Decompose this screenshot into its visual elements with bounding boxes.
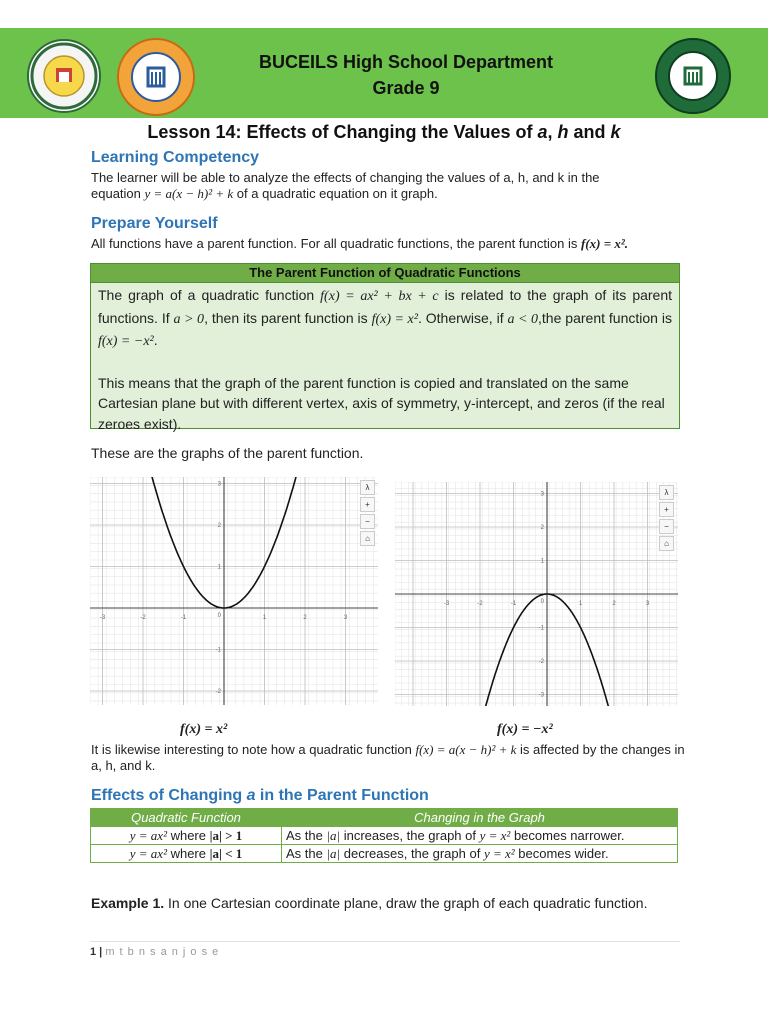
box-text-c: , then its parent function is bbox=[204, 309, 372, 326]
example-1 bbox=[91, 895, 691, 911]
graph-2-x-tick-label: -1 bbox=[510, 601, 517, 607]
parent-function-box bbox=[90, 263, 680, 432]
graph-2-zoom-out-button[interactable]: − bbox=[659, 519, 674, 534]
graph-1-x-tick-label: -3 bbox=[99, 615, 106, 621]
condition-a-negative: a < 0 bbox=[507, 311, 539, 327]
page-number: 1 bbox=[90, 946, 97, 958]
graph-1-x-tick-label: -2 bbox=[140, 615, 146, 621]
parent-function-paragraph-1 bbox=[98, 285, 672, 353]
parent-equation-negative: f(x) = −x² bbox=[98, 334, 154, 349]
effects-heading bbox=[91, 787, 429, 805]
quadratic-function-cell bbox=[91, 845, 282, 863]
graph-1-settings-button[interactable]: λ bbox=[360, 480, 375, 495]
parent-function-equation: f(x) = x². bbox=[580, 236, 628, 251]
graph-2-plot bbox=[395, 482, 678, 706]
column-header-quadratic-function: Quadratic Function bbox=[91, 809, 282, 827]
graph-1-y-tick-label: -2 bbox=[215, 689, 221, 695]
lesson-title-and: and bbox=[568, 122, 611, 142]
graph-1-x-tick-label: 3 bbox=[343, 615, 348, 621]
graph-change-cell bbox=[282, 827, 678, 845]
graph-1-x-tick-label: 1 bbox=[262, 615, 267, 621]
bicol-university-seal-logo bbox=[27, 39, 101, 113]
prepare-yourself-heading: Prepare Yourself bbox=[91, 215, 218, 232]
graph-2-y-tick-label: 1 bbox=[540, 558, 544, 565]
lesson-title-h: h bbox=[557, 122, 569, 142]
note-text-b: is affected by the changes in a, h, and k. bbox=[91, 742, 685, 773]
quadratic-function-cell bbox=[91, 827, 282, 845]
function-condition: |a| > 1 bbox=[209, 827, 243, 843]
note-equation: f(x) = a(x − h)² + k bbox=[415, 742, 517, 757]
box-text-b: is related to the graph of its parent functions. If bbox=[98, 287, 673, 326]
competency-text bbox=[91, 170, 681, 202]
parent-function-paragraph-2: This means that the graph of the parent function is copied and translated on the same Cartesian plane but with different vertex, axis of symmetry, y-intercept, and zeros (if the real zeroes exist). bbox=[98, 374, 665, 432]
effects-heading-post: in the Parent Function bbox=[255, 787, 429, 804]
graph-1-x-tick-label: 2 bbox=[303, 615, 307, 621]
box-text-f: . bbox=[153, 332, 158, 348]
condition-a-positive: a > 0 bbox=[173, 311, 205, 327]
integrated-laboratory-school-logo bbox=[655, 38, 731, 114]
lesson-title-comma: , bbox=[547, 122, 558, 142]
lesson-title-text: Lesson 14: Effects of Changing the Values of bbox=[147, 122, 538, 142]
graph-1-y-tick-label: 3 bbox=[217, 481, 221, 488]
prepare-text-body: All functions have a parent function. For all quadratic functions, the parent function is bbox=[91, 236, 581, 251]
standard-form-equation: f(x) = ax² + bx + c bbox=[320, 289, 439, 304]
graph-2-y-tick-label: -2 bbox=[538, 659, 544, 665]
graph-1-y-tick-label: 2 bbox=[217, 523, 221, 529]
lesson-title-k: k bbox=[610, 122, 621, 142]
change-pre: As the bbox=[286, 827, 327, 843]
page-footer bbox=[90, 946, 219, 958]
abs-a: |a| bbox=[326, 845, 341, 861]
graph-2-home-button[interactable]: ⌂ bbox=[659, 536, 674, 551]
effects-heading-pre: Effects of Changing bbox=[91, 787, 247, 804]
graph-2-zoom-in-button[interactable]: + bbox=[659, 502, 674, 517]
change-pre: As the bbox=[286, 845, 327, 861]
footer-separator: | bbox=[96, 946, 106, 958]
example-label: Example 1. bbox=[91, 895, 165, 911]
graph-2-settings-button[interactable]: λ bbox=[659, 485, 674, 500]
graph-1-origin-label: 0 bbox=[217, 613, 221, 619]
graph-1-zoom-out-button[interactable]: − bbox=[360, 514, 375, 529]
prepare-text bbox=[91, 236, 691, 252]
graph-2-x-tick-label: -3 bbox=[443, 601, 450, 607]
box-text-d: . Otherwise, if bbox=[417, 309, 508, 326]
graph-2-y-tick-label: 2 bbox=[540, 525, 544, 531]
graph-2-y-tick-label: 3 bbox=[540, 491, 544, 498]
example-text: In one Cartesian coordinate plane, draw the graph of each quadratic function. bbox=[164, 895, 648, 911]
graphs-intro: These are the graphs of the parent function. bbox=[91, 445, 364, 461]
graph-2-x-tick-label: 2 bbox=[612, 601, 616, 607]
where-text: where bbox=[166, 827, 210, 843]
parent-function-box-title: The Parent Function of Quadratic Functions bbox=[91, 264, 679, 283]
function-equation: y = ax² bbox=[129, 827, 167, 843]
abs-a: |a| bbox=[326, 827, 341, 843]
box-text-a: The graph of a quadratic function bbox=[98, 287, 321, 303]
college-of-education-logo bbox=[117, 38, 195, 116]
note-text-a: It is likewise interesting to note how a quadratic function bbox=[91, 742, 416, 757]
change-mid: increases, the graph of bbox=[340, 827, 480, 843]
box-text-e: ,the parent function is bbox=[538, 309, 672, 326]
note-text bbox=[91, 742, 686, 774]
graph-2-origin-label: 0 bbox=[540, 599, 544, 605]
change-mid: decreases, the graph of bbox=[340, 845, 484, 861]
competency-line-1: The learner will be able to analyze the effects of changing the values of a, h, and k in the bbox=[91, 170, 600, 185]
graph-1-plot bbox=[90, 477, 378, 705]
grade-title: Grade 9 bbox=[372, 78, 440, 98]
graph-2-x-tick-label: 3 bbox=[645, 601, 650, 607]
lesson-title bbox=[0, 122, 768, 143]
competency-line-2-post: of a quadratic equation on it graph. bbox=[233, 186, 438, 201]
function-equation: y = ax² bbox=[129, 845, 167, 861]
graph-2-y-tick-label: -3 bbox=[538, 692, 544, 699]
function-condition: |a| < 1 bbox=[209, 845, 243, 861]
change-post: becomes wider. bbox=[514, 845, 609, 861]
learning-competency-heading: Learning Competency bbox=[91, 149, 260, 166]
graph-change-cell bbox=[282, 845, 678, 863]
footer-author: m t b n s a n j o s e bbox=[105, 946, 220, 958]
footer-divider bbox=[90, 941, 680, 942]
vertex-form-equation: y = a(x − h)² + k bbox=[144, 186, 234, 201]
change-equation: y = x² bbox=[483, 845, 515, 861]
competency-line-2 bbox=[91, 186, 681, 202]
graph-1-background bbox=[90, 477, 378, 705]
parent-equation-positive: f(x) = x² bbox=[371, 311, 418, 327]
table-row bbox=[91, 845, 678, 863]
effects-heading-a: a bbox=[246, 787, 256, 804]
graph-1-y-tick-label: 1 bbox=[217, 564, 221, 571]
where-text: where bbox=[166, 845, 210, 861]
table-row bbox=[91, 827, 678, 845]
parent-function-box-body bbox=[91, 283, 679, 436]
graph-1-y-tick-label: -1 bbox=[215, 647, 221, 654]
header-banner bbox=[0, 28, 768, 118]
graph-parabola-up bbox=[90, 477, 378, 705]
effects-table-header bbox=[91, 809, 678, 827]
graph-1-caption: f(x) = x² bbox=[180, 722, 228, 737]
graph-1-zoom-in-button[interactable]: + bbox=[360, 497, 375, 512]
change-post: becomes narrower. bbox=[510, 827, 625, 843]
effects-table bbox=[90, 808, 678, 863]
graph-1-x-tick-label: -1 bbox=[180, 615, 187, 621]
graph-2-x-tick-label: -2 bbox=[477, 601, 483, 607]
change-equation: y = x² bbox=[479, 827, 511, 843]
lesson-title-a: a bbox=[537, 122, 548, 142]
graph-1-home-button[interactable]: ⌂ bbox=[360, 531, 375, 546]
graph-2-y-tick-label: -1 bbox=[538, 625, 544, 632]
graph-parabola-down bbox=[395, 482, 678, 706]
graph-2-x-tick-label: 1 bbox=[578, 601, 583, 607]
graph-2-caption: f(x) = −x² bbox=[497, 722, 553, 737]
competency-line-2-pre: equation bbox=[91, 186, 145, 201]
column-header-changing-in-graph: Changing in the Graph bbox=[282, 809, 678, 827]
school-department-title: BUCEILS High School Department bbox=[258, 52, 554, 72]
